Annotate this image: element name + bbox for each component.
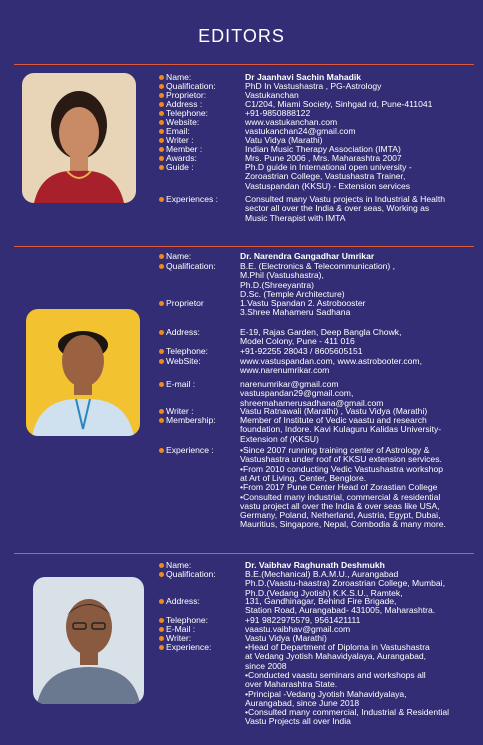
field-value: B.E. (Electronics & Telecommunication) ,: [240, 261, 396, 271]
field-value: Dr. Vaibhav Raghunath Deshmukh: [245, 560, 385, 570]
field-value: •Head of Department of Diploma in Vastushastra: [245, 642, 430, 652]
field-value: Mrs. Pune 2006 , Mrs. Maharashtra 2007: [245, 153, 402, 163]
field-label: Awards:: [166, 153, 197, 163]
field-value: Vastushastra under roof of KKSU extension services.: [240, 454, 442, 465]
field-label: Qualification:: [166, 569, 216, 579]
bullet-icon: [159, 197, 164, 202]
bullet-icon: [159, 627, 164, 632]
field-label: Telephone:: [166, 615, 209, 625]
field-value: M.Phil (Vastushastra),: [240, 270, 324, 281]
field-value: Vastuspandan (KKSU) - Extension services: [245, 180, 411, 191]
field-value: Germany, Poland, Netherland, Austria, Egypt, Dubai,: [240, 510, 441, 521]
field-value: 3.Shree Mahameru Sadhana: [240, 307, 351, 318]
field-label: Address:: [166, 327, 200, 337]
field-value: •Consulted many industrial, commercial & residential: [240, 491, 441, 502]
field-value: since 2008: [245, 660, 287, 671]
bullet-icon: [159, 563, 164, 568]
bullet-icon: [159, 572, 164, 577]
bullet-icon: [159, 418, 164, 423]
field-value: Station Road, Aurangabad- 431005, Maharashtra.: [245, 605, 436, 616]
field-value: •From 2017 Pune Center Head of Zorastian College: [240, 482, 438, 493]
field-value: E-19, Rajas Garden, Deep Bangla Chowk,: [240, 327, 402, 337]
field-value: Vastukanchan: [245, 90, 299, 100]
field-label: Address:: [166, 596, 200, 606]
field-label: Telephone:: [166, 108, 209, 118]
bullet-icon: [159, 111, 164, 116]
field-value: Vastu Vidya (Marathi): [245, 633, 327, 643]
field-value: +91-9850888122: [245, 108, 311, 118]
bullet-icon: [159, 147, 164, 152]
field-label: Email:: [166, 126, 190, 136]
bullet-icon: [159, 129, 164, 134]
bullet-icon: [159, 102, 164, 107]
field-value: vastukanchan24@gmail.com: [245, 126, 356, 136]
field-value: •Conducted vaastu seminars and workshops all: [245, 669, 426, 680]
field-value: foundation, Indore. Kavi Kulaguru Kalidas University-: [240, 424, 442, 435]
field-label: Writer :: [166, 406, 194, 416]
field-value: www.vastuspandan.com, www.astrobooter.com,: [240, 356, 422, 366]
bullet-icon: [159, 301, 164, 306]
field-label: E-mail :: [166, 379, 196, 389]
editor-photo-1: [22, 73, 136, 203]
field-label: Experience :: [166, 445, 214, 455]
field-label: Qualification:: [166, 261, 216, 271]
field-value: •From 2010 conducting Vedic Vastushastra workshop: [240, 463, 444, 474]
field-value: Ph.D.(Vaastu-haastra) Zoroastrian College, Mumbai,: [245, 578, 445, 589]
field-value: vastuspandan29@gmail.com,: [240, 388, 354, 399]
field-label: Writer :: [166, 135, 194, 145]
field-value: Extension of (KKSU): [240, 433, 319, 444]
field-value: Vatu Vidya (Marathi): [245, 135, 323, 145]
bullet-icon: [159, 165, 164, 170]
field-value: D.Sc. (Temple Architecture): [240, 288, 345, 299]
bullet-icon: [159, 448, 164, 453]
bullet-icon: [159, 264, 164, 269]
editor-photo-3: [33, 577, 144, 704]
field-value: Vastu Projects all over India: [245, 716, 351, 727]
field-label: Guide :: [166, 162, 194, 172]
field-label: Address :: [166, 99, 203, 109]
bullet-icon: [159, 618, 164, 623]
field-value: Ph.D.(Vedang Jyotish) K.K.S.U., Ramtek,: [245, 587, 403, 598]
field-value: +91-92255 28043 / 8605605151: [240, 346, 363, 356]
field-value: +91 9822975579, 9561421111: [245, 615, 361, 625]
bullet-icon: [159, 359, 164, 364]
bullet-icon: [159, 382, 164, 387]
field-value: PhD In Vastushastra , PG-Astrology: [245, 81, 382, 91]
title-divider: [14, 64, 474, 65]
bullet-icon: [159, 120, 164, 125]
field-label: Writer:: [166, 633, 192, 643]
field-value: shreemahamerusadhana@gmail.com: [240, 397, 384, 408]
field-label: Telephone:: [166, 346, 209, 356]
field-value: 1.Vastu Spandan 2. Astrobooster: [240, 298, 366, 308]
field-label: Qualification:: [166, 81, 216, 91]
field-label: Proprietor:: [166, 90, 207, 100]
field-value: •Since 2007 running training center of Astrology &: [240, 445, 430, 455]
bullet-icon: [159, 330, 164, 335]
field-label: WebSite:: [166, 356, 201, 366]
field-value: Music Therapist with IMTA: [245, 212, 346, 223]
bullet-icon: [159, 75, 164, 80]
field-value: over Maharashtra State.: [245, 679, 338, 690]
bullet-icon: [159, 599, 164, 604]
field-label: Member :: [166, 144, 203, 154]
field-value: Dr. Narendra Gangadhar Umrikar: [240, 251, 375, 261]
field-label: Name:: [166, 251, 192, 261]
bullet-icon: [159, 84, 164, 89]
field-value: Indian Music Therapy Association (IMTA): [245, 144, 401, 154]
field-value: www.vastukanchan.com: [245, 117, 338, 127]
field-value: www.narenumrikar.com: [240, 365, 330, 376]
field-value: Ph.D guide in International open university -: [245, 162, 412, 172]
field-value: Consulted many Vastu projects in Industrial & Health: [245, 194, 445, 204]
field-value: at Vedang Jyotish Mahavidyalaya, Aurangabad,: [245, 651, 427, 662]
page-title: EDITORS: [198, 26, 285, 46]
field-label: Experience:: [166, 642, 212, 652]
field-value: Zoroastrian College, Vastushastra Trainer,: [245, 171, 406, 182]
section-divider-2: [14, 553, 474, 554]
bullet-icon: [159, 349, 164, 354]
field-value: vastu project all over the India & over seas like USA,: [240, 500, 440, 511]
field-value: Aurangabad, since June 2018: [245, 697, 360, 708]
field-value: Vastu Ratnawali (Marathi) , Vastu Vidya (Marathi): [240, 406, 428, 416]
bullet-icon: [159, 409, 164, 414]
editor-photo-2: [26, 309, 140, 436]
bullet-icon: [159, 636, 164, 641]
bullet-icon: [159, 138, 164, 143]
field-value: •Consulted many commercial, Industrial & Residential: [245, 707, 450, 718]
section-divider-1: [14, 246, 474, 247]
field-label: Website:: [166, 117, 200, 127]
field-label: E-Mail :: [166, 624, 196, 634]
field-value: •Principal -Vedang Jyotish Mahavidyalaya,: [245, 688, 407, 699]
field-value: sector all over the India & over seas, Working as: [245, 203, 430, 214]
field-value: Mauritius, Singapore, Nepal, Combodia & many more.: [240, 519, 446, 530]
field-label: Experiences :: [166, 194, 219, 204]
bullet-icon: [159, 93, 164, 98]
bullet-icon: [159, 156, 164, 161]
field-value: Model Colony, Pune - 411 016: [240, 336, 355, 347]
field-value: vaastu.vaibhav@gmail.com: [245, 624, 351, 634]
field-value: Member of Institute of Vedic vaastu and research: [240, 415, 427, 425]
field-label: Name:: [166, 72, 192, 82]
bullet-icon: [159, 645, 164, 650]
field-value: B.E.(Mechanical) B.A.M.U., Aurangabad: [245, 569, 399, 579]
field-value: narenumrikar@gmail.com: [240, 379, 339, 389]
field-value: Ph.D.(Shreeyantra): [240, 279, 315, 290]
field-value: at Art of Living, Center, Benglore.: [240, 472, 367, 483]
field-value: 131, Gandhinagar, Behind Fire Brigade,: [245, 596, 397, 606]
field-label: Membership:: [166, 415, 216, 425]
bullet-icon: [159, 254, 164, 259]
field-label: Name:: [166, 560, 192, 570]
field-value: C1/204, Miami Society, Sinhgad rd, Pune-411041: [245, 99, 433, 109]
field-label: Proprietor: [166, 298, 204, 308]
field-value: Dr Jaanhavi Sachin Mahadik: [245, 72, 362, 82]
